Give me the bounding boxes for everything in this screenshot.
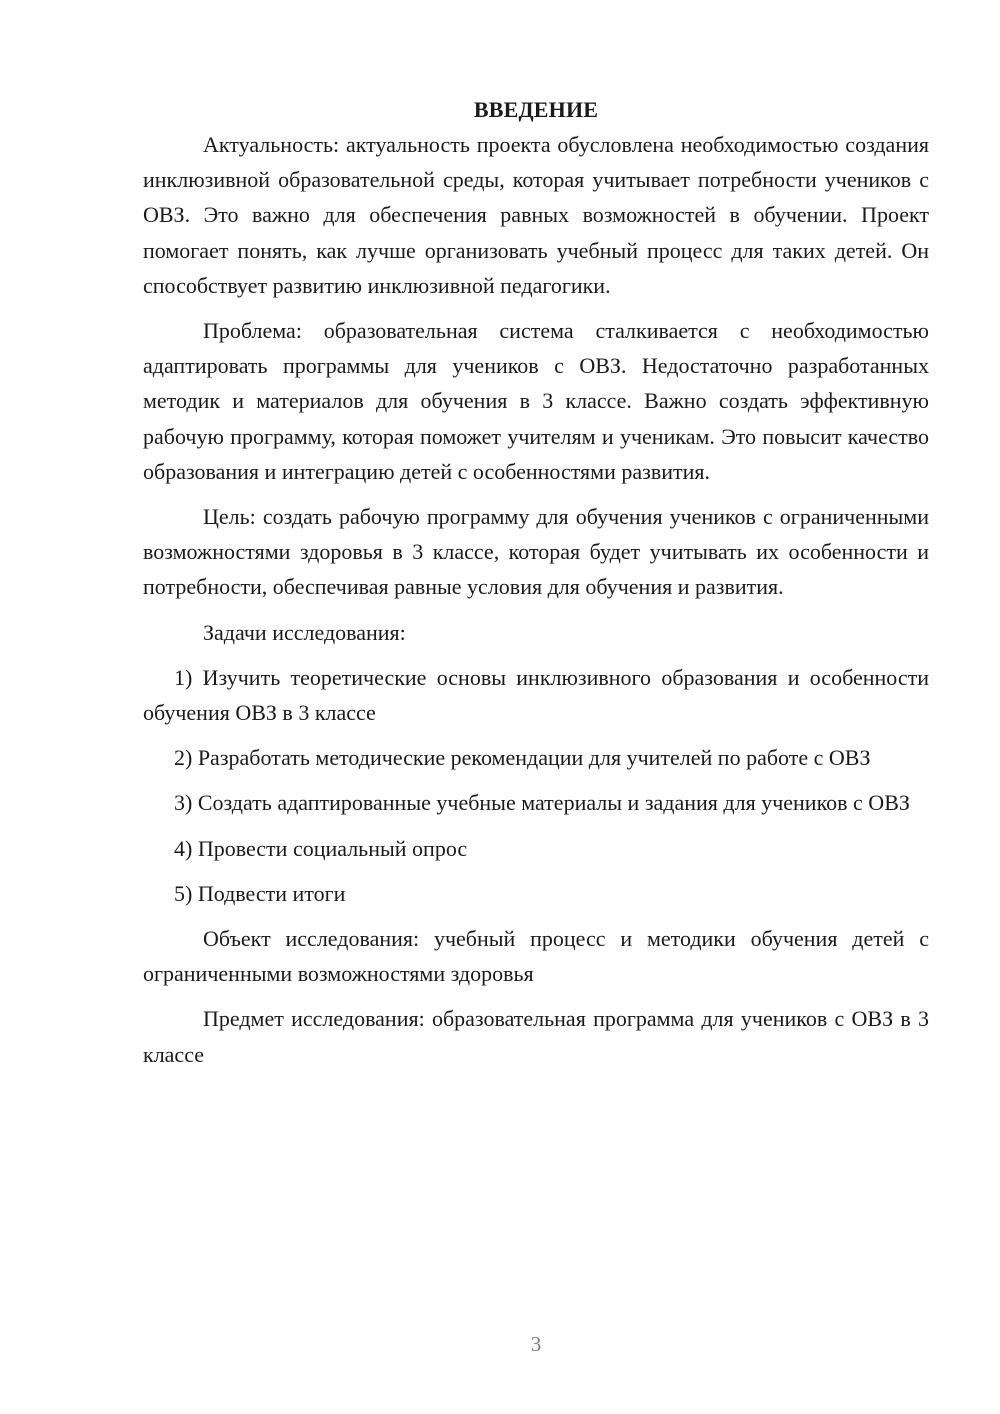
goal-paragraph: Цель: создать рабочую программу для обучения учеников с ограниченными возможностями здоровья в 3 классе, которая будет учитывать их особенности и потребности, обеспечивая равные условия для обучения и развития.: [143, 504, 929, 600]
subject-paragraph: Предмет исследования: образовательная программа для учеников с ОВЗ в 3 классе: [143, 1006, 929, 1067]
tasks-heading: Задачи исследования:: [203, 619, 406, 645]
task-item: 2) Разработать методические рекомендации для учителей по работе с ОВЗ: [174, 745, 871, 771]
task-item: 4) Провести социальный опрос: [174, 835, 468, 861]
task-item: 1) Изучить теоретические основы инклюзивного образования и особенности обучения ОВЗ в 3 классе: [143, 664, 929, 726]
relevance-paragraph: Актуальность: актуальность проекта обусловлена необходимостью создания инклюзивной образовательной среды, которая учитывает потребности учеников с ОВЗ. Это важно для обеспечения равных возможностей в обучении. Проект помогает понять, как лучше организовать учебный процесс для таких детей. Он способствует развитию инклюзивной педагогики.: [143, 132, 929, 298]
page-title: ВВЕДЕНИЕ: [473, 97, 599, 122]
problem-paragraph: Проблема: образовательная система сталкивается с необходимостью адаптировать программы для учеников с ОВЗ. Недостаточно разработанных методик и материалов для обучения в 3 классе. Важно создать эффективную рабочую программу, которая поможет учителям и ученикам. Это повысит качество образования и интеграцию детей с особенностями развития.: [143, 318, 929, 484]
document-page: [143, 92, 929, 1072]
object-paragraph: Объект исследования: учебный процесс и методики обучения детей с ограниченными возможностями здоровья: [143, 926, 929, 987]
page-number: 3: [530, 1332, 542, 1356]
task-item: 3) Создать адаптированные учебные материалы и задания для учеников с ОВЗ: [174, 790, 910, 816]
task-item: 5) Подвести итоги: [174, 880, 346, 906]
